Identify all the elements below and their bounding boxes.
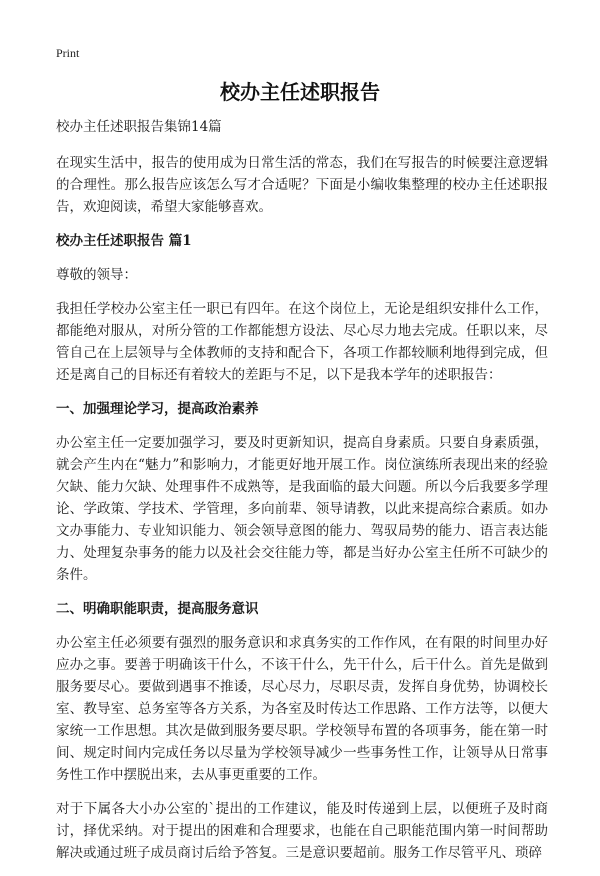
page-title: 校办主任述职报告 (220, 80, 380, 104)
point-heading-2: 二、明确职能职责，提高服务意识 (56, 601, 259, 617)
intro-paragraph: 在现实生活中，报告的使用成为日常生活的常态，我们在写报告的时候要注意逻辑的合理性。那么报告应该怎么写才合适呢？下面是小编收集整理的校办主任述职报告，欢迎阅读，希望大家能够喜欢。 (56, 155, 548, 215)
point-heading-1: 一、加强理论学习，提高政治素养 (56, 401, 259, 417)
salutation: 尊敬的领导： (56, 267, 137, 283)
point-1-paragraph: 办公室主任一定要加强学习，要及时更新知识，提高自身素质。只要自身素质强，就会产生内在“魅力”和影响力，才能更好地开展工作。岗位演练所表现出来的经验欠缺、能力欠缺、处理事件不成熟等，是我面临的最大问题。所以今后我要多学理论、学政策、学技术、学管理，多向前辈、领导请教，以此来提高综合素质。如办文办事能力、专业知识能力、领会领导意图的能力、驾驭局势的能力、语言表达能力、处理复杂事务的能力以及社会交往能力等，都是当好办公室主任所不可缺少的条件。 (56, 435, 548, 583)
opening-paragraph: 我担任学校办公室主任一职已有四年。在这个岗位上，无论是组织安排什么工作，都能绝对服从，对所分管的工作都能想方设法、尽心尽力地去完成。任职以来，尽管自己在上层领导与全体教师的支持和配合下，各项工作都较顺利地得到完成，但还是离自己的目标还有着较大的差距与不足，以下是我本学年的述职报告： (56, 301, 548, 383)
print-link[interactable]: Print (56, 46, 80, 60)
section-heading: 校办主任述职报告 篇1 (56, 233, 192, 249)
point-2-paragraph-2: 对于下属各大小办公室的`提出的工作建议，能及时传递到上层，以便班子及时商讨，择优采纳。对于提出的困难和合理要求，也能在自己职能范围内第一时间帮助解决或通过班子成员商讨后给予答复。三是意识要超前。服务工作尽管平凡、琐碎 (56, 801, 548, 861)
document-body (56, 116, 548, 876)
document-subtitle: 校办主任述职报告集锦14篇 (56, 119, 222, 135)
point-2-paragraph-1: 办公室主任必须要有强烈的服务意识和求真务实的工作作风，在有限的时间里办好应办之事。要善于明确该干什么，不该干什么，先干什么，后干什么。首先是做到服务要尽心。要做到遇事不推诿，尽心尽力，尽职尽责，发挥自身优势，协调校长室、教导室、总务室等各方关系，为各室及时传达工作思路、工作方法等，以便大家统一工作思想。其次是做到服务要尽职。学校领导布置的各项事务，能在第一时间、规定时间内完成任务以尽量为学校领导减少一些事务性工作，让领导从日常事务性工作中摆脱出来，去从事更重要的工作。 (56, 635, 548, 783)
